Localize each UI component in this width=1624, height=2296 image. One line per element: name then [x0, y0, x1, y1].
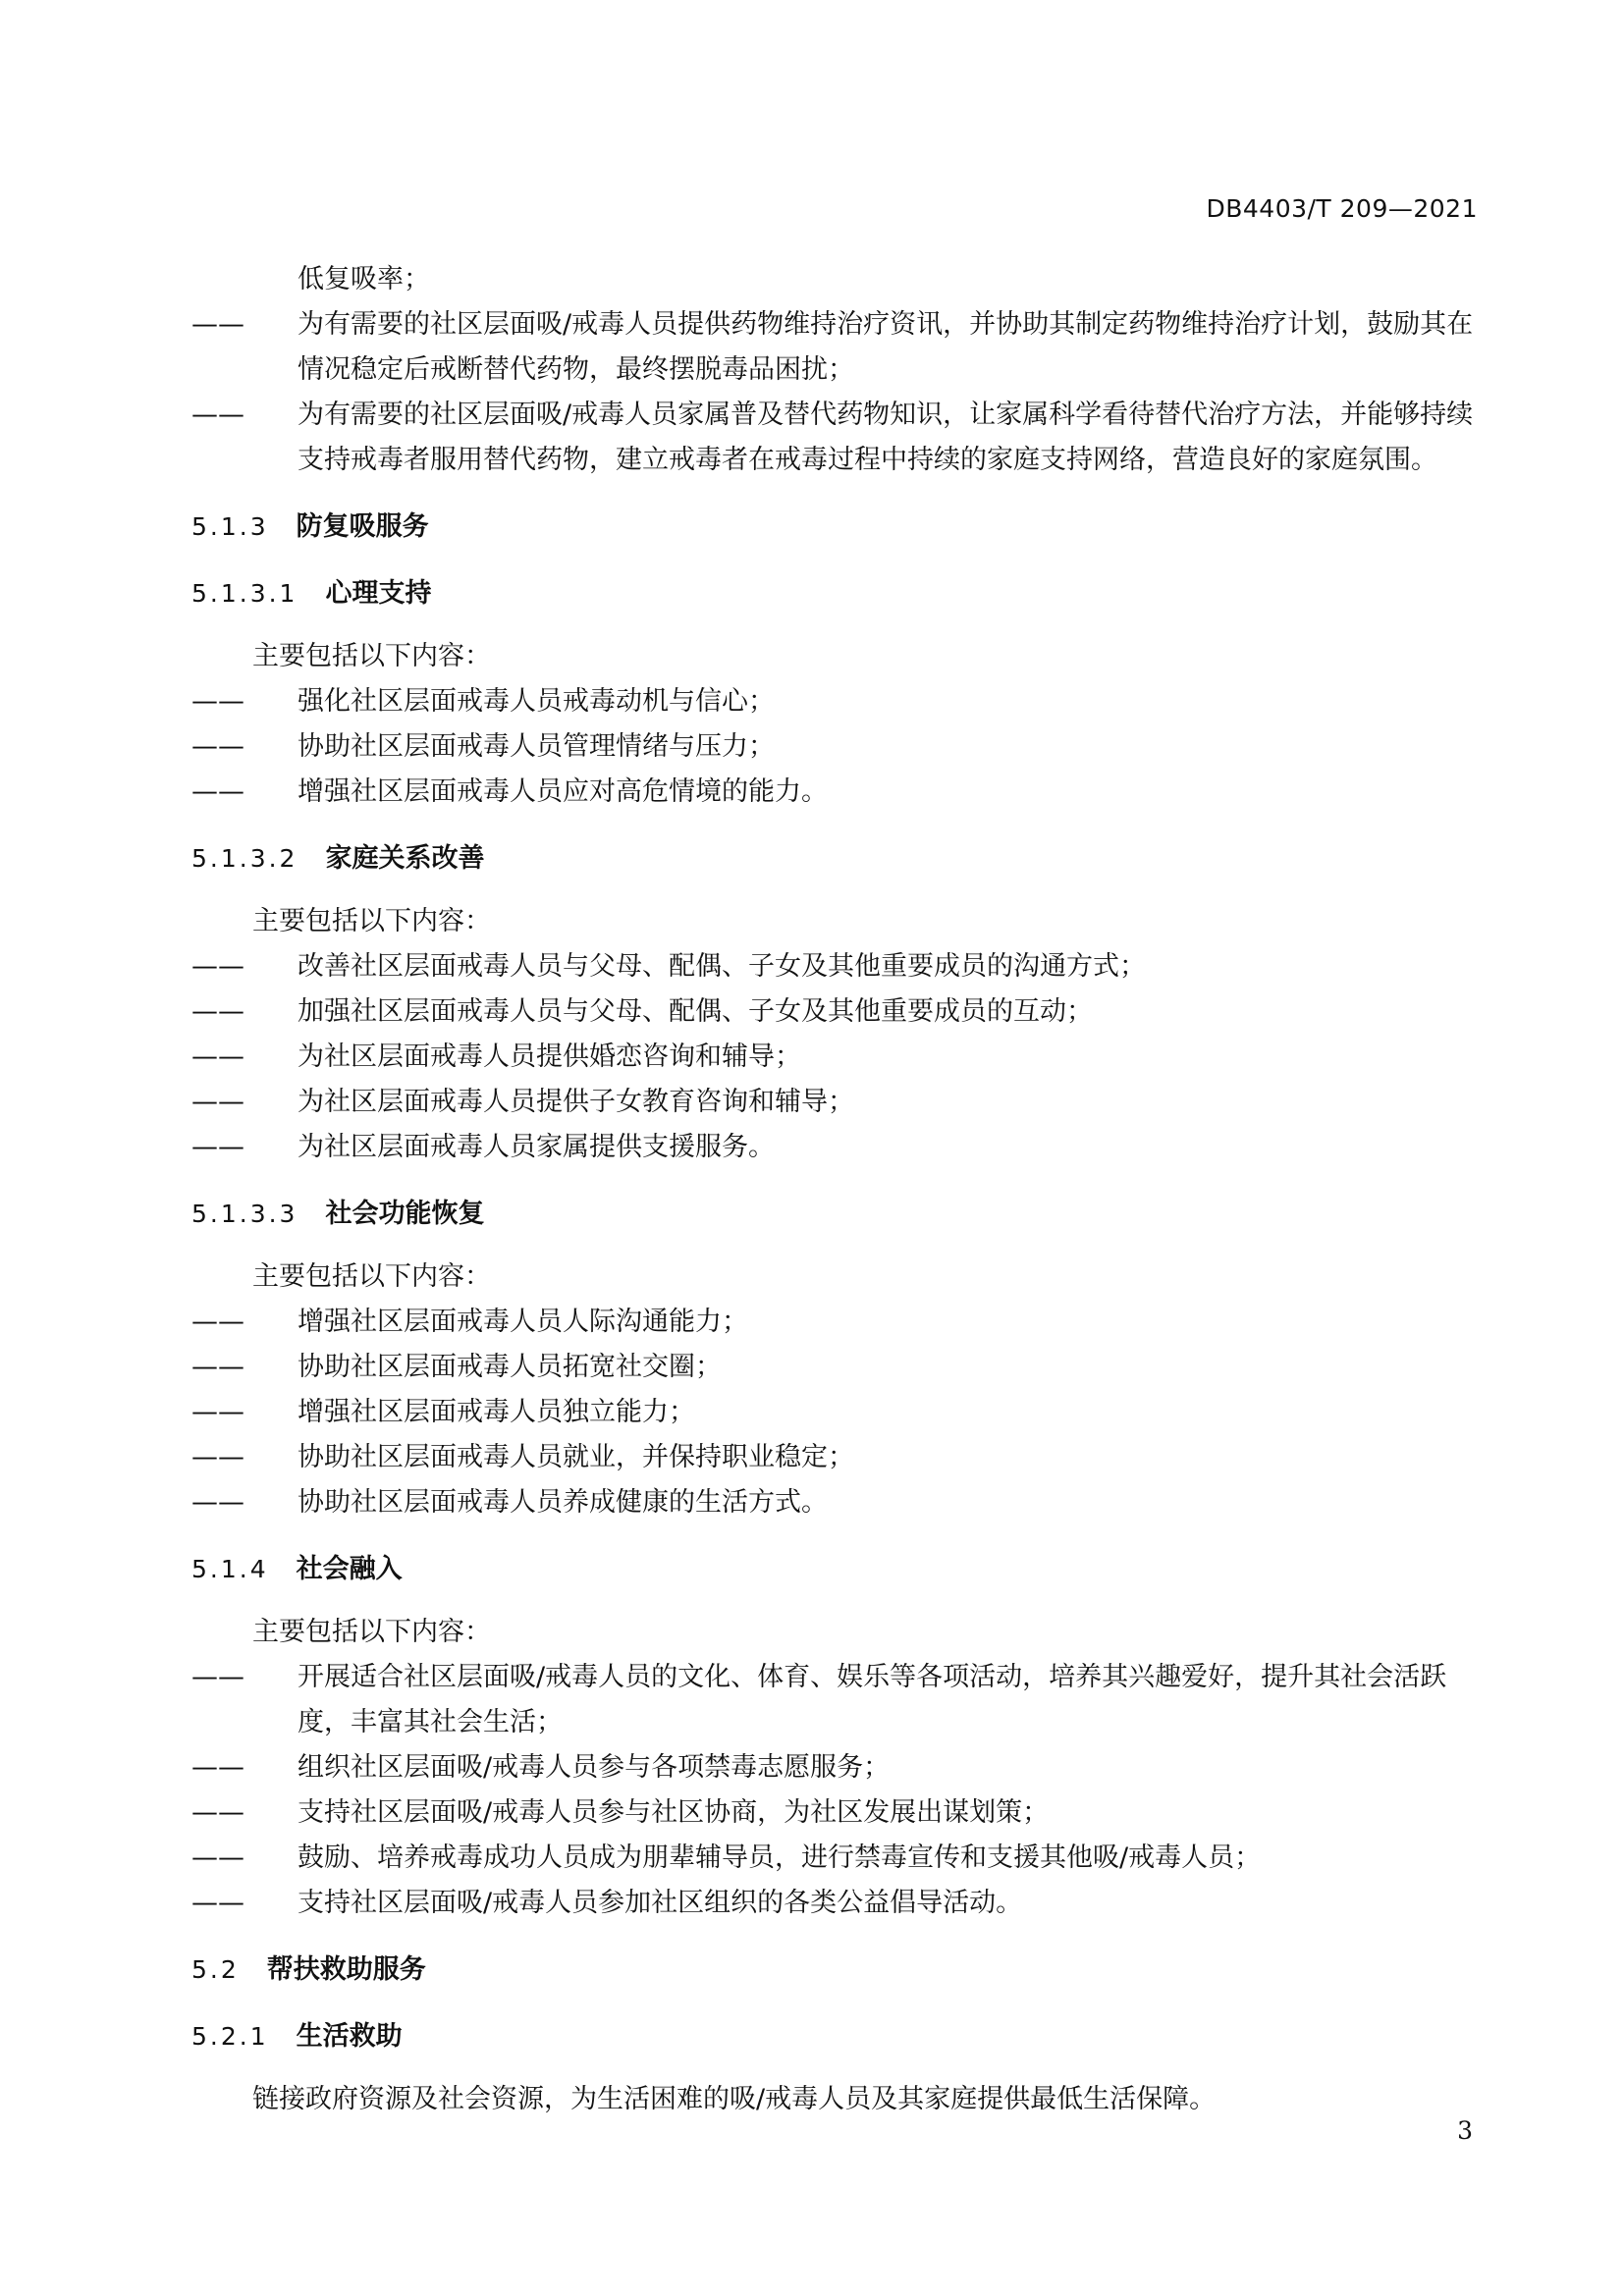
dash-mark: —— [191, 1041, 244, 1072]
list-item-text: 为社区层面戒毒人员家属提供支援服务。 [298, 1132, 775, 1162]
dash-mark: —— [191, 686, 244, 717]
dash-mark: —— [191, 309, 244, 340]
dash-mark: —— [191, 1752, 244, 1783]
list-item-text: 增强社区层面戒毒人员应对高危情境的能力。 [298, 776, 828, 807]
list-item-text: 为有需要的社区层面吸/戒毒人员家属普及替代药物知识，让家属科学看待替代治疗方法，并能够持续支持戒毒者服用替代药物，建立戒毒者在戒毒过程中持续的家庭支持网络，营造良好的家庭氛围。 [298, 400, 1474, 475]
dash-mark: —— [191, 1442, 244, 1472]
list-item [191, 1080, 1480, 1125]
dash-mark: —— [191, 996, 244, 1027]
section-heading-5-1-3-2 [191, 836, 1480, 881]
list-item-text: 协助社区层面戒毒人员拓宽社交圈； [298, 1352, 722, 1382]
dash-mark: —— [191, 731, 244, 762]
section-title: 帮扶救助服务 [266, 1954, 426, 1985]
list-item-text: 协助社区层面戒毒人员就业，并保持职业稳定； [298, 1442, 854, 1472]
section-title: 社会融入 [296, 1554, 403, 1584]
list-item [191, 1655, 1480, 1745]
list-item [191, 302, 1480, 393]
dash-mark: —— [191, 1487, 244, 1518]
list-item-text: 为社区层面戒毒人员提供婚恋咨询和辅导； [298, 1041, 801, 1072]
list-item [191, 770, 1480, 815]
section-number: 5.1.4 [191, 1555, 269, 1583]
body-text: 链接政府资源及社会资源，为生活困难的吸/戒毒人员及其家庭提供最低生活保障。 [252, 2084, 1217, 2114]
section-number: 5.1.3.3 [191, 1200, 298, 1228]
list-item-text: 组织社区层面吸/戒毒人员参与各项禁毒志愿服务； [298, 1752, 891, 1783]
list-item-text: 支持社区层面吸/戒毒人员参与社区协商，为社区发展出谋划策； [298, 1797, 1050, 1828]
list-item-text: 改善社区层面戒毒人员与父母、配偶、子女及其他重要成员的沟通方式； [298, 951, 1146, 982]
dash-mark: —— [191, 951, 244, 982]
list-item [191, 1745, 1480, 1790]
document-code: DB4403/T 209—2021 [1206, 194, 1478, 223]
list-item [191, 1125, 1480, 1170]
list-item-text: 开展适合社区层面吸/戒毒人员的文化、体育、娱乐等各项活动，培养其兴趣爱好，提升其社会活跃度，丰富其社会生活； [298, 1662, 1447, 1737]
section-number: 5.1.3.1 [191, 579, 298, 608]
list-item-text: 增强社区层面戒毒人员人际沟通能力； [298, 1307, 748, 1337]
lead-text: 主要包括以下内容： [252, 906, 491, 936]
list-item-text: 为有需要的社区层面吸/戒毒人员提供药物维持治疗资讯，并协助其制定药物维持治疗计划，鼓励其在情况稳定后戒断替代药物，最终摆脱毒品困扰； [298, 309, 1474, 385]
dash-mark: —— [191, 1842, 244, 1873]
section-number: 5.1.3 [191, 512, 269, 541]
dash-mark: —— [191, 1087, 244, 1117]
list-item [191, 679, 1480, 724]
section-heading-5-2-1 [191, 2014, 1480, 2059]
continued-text: 低复吸率； [298, 264, 430, 294]
section-number: 5.2 [191, 1955, 240, 1984]
list-item-text: 增强社区层面戒毒人员独立能力； [298, 1397, 695, 1427]
dash-mark: —— [191, 776, 244, 807]
document-body [191, 257, 1480, 2122]
section-title: 生活救助 [296, 2021, 403, 2052]
dash-mark: —— [191, 1797, 244, 1828]
list-item [191, 944, 1480, 989]
list-item [191, 1836, 1480, 1881]
list-item-text: 支持社区层面吸/戒毒人员参加社区组织的各类公益倡导活动。 [298, 1888, 1023, 1918]
section-heading-5-1-3-3 [191, 1192, 1480, 1237]
dash-mark: —— [191, 1397, 244, 1427]
list-item [191, 989, 1480, 1035]
dash-mark: —— [191, 1307, 244, 1337]
list-item-text: 加强社区层面戒毒人员与父母、配偶、子女及其他重要成员的互动； [298, 996, 1093, 1027]
section-heading-5-1-3 [191, 505, 1480, 550]
list-item [191, 1435, 1480, 1480]
section-title: 家庭关系改善 [325, 843, 485, 874]
list-item [191, 1790, 1480, 1836]
dash-mark: —— [191, 1352, 244, 1382]
lead-text: 主要包括以下内容： [252, 641, 491, 671]
list-item [191, 1300, 1480, 1345]
list-item [191, 1480, 1480, 1525]
page-number: 3 [1457, 2116, 1473, 2145]
section-title: 社会功能恢复 [325, 1199, 485, 1229]
list-item-text: 协助社区层面戒毒人员养成健康的生活方式。 [298, 1487, 828, 1518]
dash-mark: —— [191, 1662, 244, 1692]
list-item-text: 强化社区层面戒毒人员戒毒动机与信心； [298, 686, 775, 717]
dash-mark: —— [191, 1132, 244, 1162]
section-heading-5-1-3-1 [191, 571, 1480, 616]
list-item [191, 1390, 1480, 1435]
list-item [191, 724, 1480, 770]
section-number: 5.2.1 [191, 2022, 269, 2051]
list-item [191, 393, 1480, 483]
section-number: 5.1.3.2 [191, 844, 298, 873]
dash-mark: —— [191, 400, 244, 430]
list-item-text: 为社区层面戒毒人员提供子女教育咨询和辅导； [298, 1087, 854, 1117]
list-item [191, 1035, 1480, 1080]
section-title: 防复吸服务 [296, 511, 429, 542]
section-heading-5-1-4 [191, 1547, 1480, 1592]
lead-text: 主要包括以下内容： [252, 1261, 491, 1292]
list-item-text: 协助社区层面戒毒人员管理情绪与压力； [298, 731, 775, 762]
lead-text: 主要包括以下内容： [252, 1617, 491, 1647]
section-title: 心理支持 [325, 578, 432, 609]
list-item-text: 鼓励、培养戒毒成功人员成为朋辈辅导员，进行禁毒宣传和支援其他吸/戒毒人员； [298, 1842, 1262, 1873]
dash-mark: —— [191, 1888, 244, 1918]
list-item [191, 1881, 1480, 1926]
list-item [191, 1345, 1480, 1390]
section-heading-5-2 [191, 1948, 1480, 1993]
